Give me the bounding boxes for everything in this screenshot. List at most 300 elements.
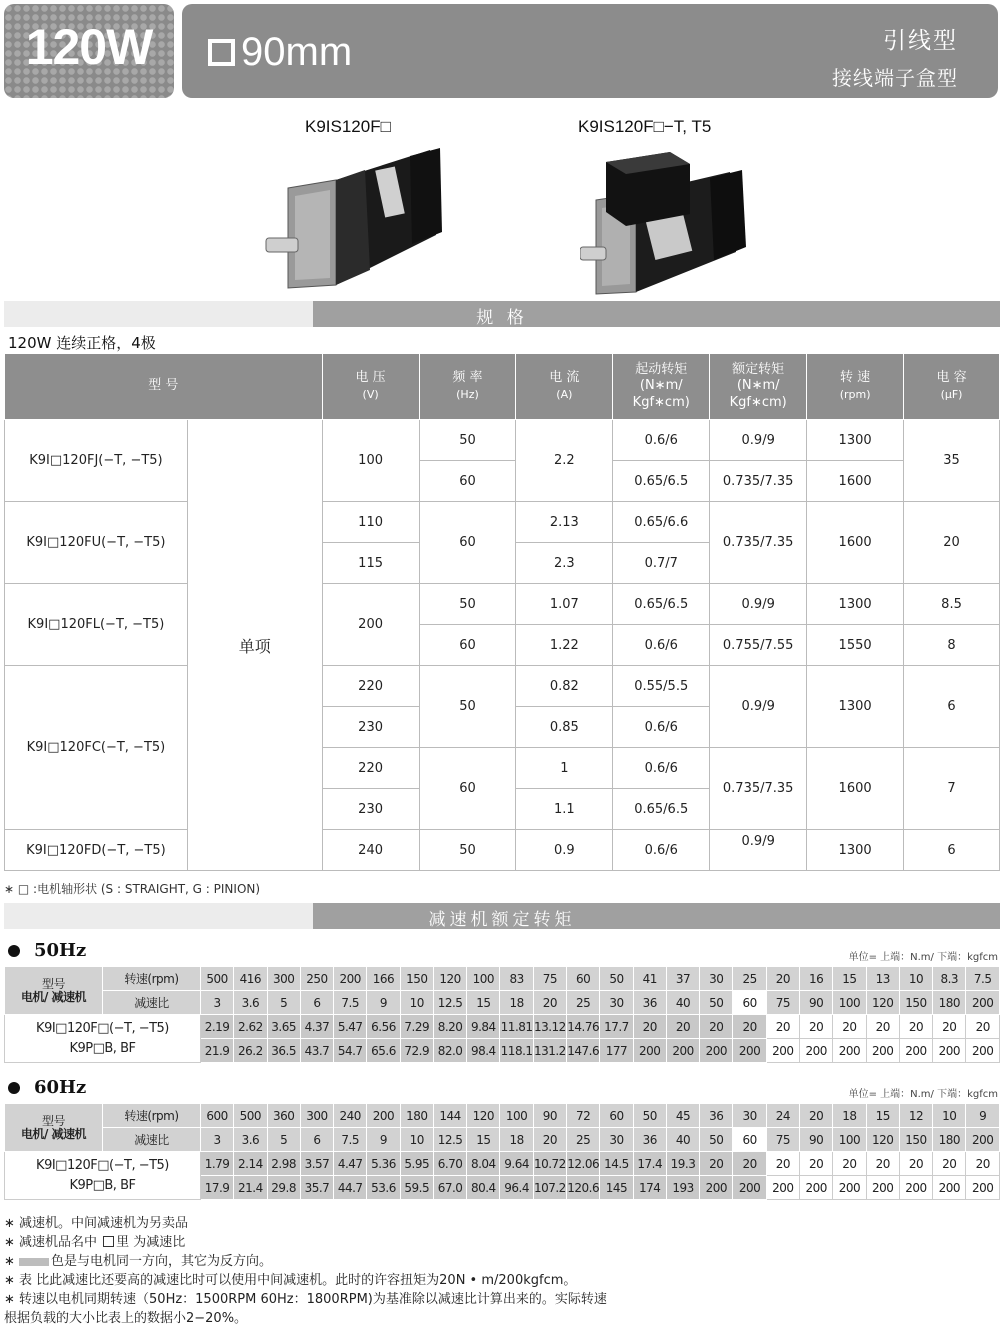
cell: 1600 — [807, 502, 904, 584]
spec-section-title: 规 格 — [476, 308, 528, 328]
cell: 6 — [904, 830, 1000, 871]
torque-cell: 20 — [733, 1152, 766, 1176]
speed-cell: 500 — [234, 1104, 267, 1128]
ratio-cell: 10 — [400, 991, 433, 1015]
torque-cell: 20 — [866, 1015, 899, 1039]
table-row — [5, 666, 1000, 707]
ratio-cell: 180 — [933, 1128, 966, 1152]
torque-cell: 20 — [766, 1152, 799, 1176]
torque-cell: 200 — [633, 1039, 666, 1063]
torque-cell: 7.29 — [400, 1015, 433, 1039]
torque-cell: 17.4 — [633, 1152, 666, 1176]
speed-cell: 8.3 — [933, 967, 966, 991]
torque-cell: 14.5 — [600, 1152, 633, 1176]
torque-cell: 20 — [966, 1015, 1000, 1039]
note-line: ∗ 色是与电机同一方向，其它为反方向。 — [4, 1254, 273, 1269]
torque-cell: 21.4 — [234, 1176, 267, 1200]
speed-cell: 37 — [666, 967, 699, 991]
torque-cell: 13.12 — [533, 1015, 566, 1039]
square-icon — [208, 39, 235, 66]
ratio-cell: 25 — [567, 991, 600, 1015]
speed-cell: 24 — [766, 1104, 799, 1128]
torque-cell: 118.1 — [500, 1039, 533, 1063]
cell: 0.6/6 — [613, 420, 710, 461]
ratio-cell: 50 — [700, 991, 733, 1015]
cell: 240 — [322, 830, 419, 871]
cell: 0.735/7.35 — [710, 748, 807, 830]
frame-size — [208, 30, 352, 75]
ratio-cell: 36 — [633, 1128, 666, 1152]
cell: 0.85 — [516, 707, 613, 748]
note-line: 根据负载的大小比表上的数据小2−20%。 — [4, 1311, 248, 1326]
torque-cell: 12.06 — [567, 1152, 600, 1176]
torque-cell: 80.4 — [467, 1176, 500, 1200]
torque-cell: 6.56 — [367, 1015, 400, 1039]
ratio-header: 减速比 — [102, 991, 200, 1015]
torque-cell: 8.04 — [467, 1152, 500, 1176]
cell: 0.55/5.5 — [613, 666, 710, 707]
model-cell: K9I□120FC(−T, −T5) — [5, 666, 188, 830]
cell: 8 — [904, 625, 1000, 666]
torque-cell: 19.3 — [666, 1152, 699, 1176]
torque-cell: 20 — [700, 1152, 733, 1176]
gear-table-60hz — [4, 1103, 1000, 1200]
speed-cell: 20 — [800, 1104, 833, 1128]
torque-cell: 20 — [899, 1015, 932, 1039]
power-label: 120W — [25, 19, 153, 75]
ratio-cell: 40 — [666, 1128, 699, 1152]
speed-cell: 120 — [433, 967, 466, 991]
model-cell: K9I□120FU(−T, −T5) — [5, 502, 188, 584]
ratio-row — [5, 1128, 1000, 1152]
cell: 2.3 — [516, 543, 613, 584]
speed-cell: 180 — [400, 1104, 433, 1128]
cell: 1300 — [807, 420, 904, 461]
speed-cell: 144 — [433, 1104, 466, 1128]
model-cell: K9I□120FJ(−T, −T5) — [5, 420, 188, 502]
ratio-cell: 9 — [367, 1128, 400, 1152]
torque-cell: 131.2 — [533, 1039, 566, 1063]
torque-cell: 36.5 — [267, 1039, 300, 1063]
speed-cell: 50 — [633, 1104, 666, 1128]
ratio-cell: 30 — [600, 991, 633, 1015]
speed-cell: 30 — [700, 967, 733, 991]
speed-cell: 15 — [866, 1104, 899, 1128]
hz50-label: 50Hz — [8, 940, 86, 961]
torque-cell: 200 — [766, 1039, 799, 1063]
cell: 0.6/6 — [613, 748, 710, 789]
table-row — [5, 830, 1000, 871]
gear-section-title: 减速机额定转矩 — [428, 910, 576, 930]
header-bar — [182, 4, 998, 98]
ratio-cell: 150 — [899, 991, 932, 1015]
torque-cell: 82.0 — [433, 1039, 466, 1063]
ratio-cell: 15 — [467, 991, 500, 1015]
torque-cell: 5.47 — [334, 1015, 367, 1039]
cell: 8.5 — [904, 584, 1000, 625]
cell: 1 — [516, 748, 613, 789]
note-line: ∗ 表 比此减速比还要高的减速比时可以使用中间减速机。此时的许容扭矩为20N • m/200kgfcm。 — [4, 1273, 577, 1288]
ratio-cell: 36 — [633, 991, 666, 1015]
speed-cell: 10 — [933, 1104, 966, 1128]
cell: 20 — [904, 502, 1000, 584]
speed-cell: 300 — [267, 967, 300, 991]
speed-cell: 25 — [733, 967, 766, 991]
torque-cell: 2.19 — [200, 1015, 233, 1039]
speed-cell: 90 — [533, 1104, 566, 1128]
torque-cell: 4.37 — [300, 1015, 333, 1039]
cell: 50 — [419, 584, 516, 625]
speed-cell: 75 — [533, 967, 566, 991]
cell: 0.6/6 — [613, 625, 710, 666]
gear-model-cell: K9I□120F□(−T, −T5) K9P□B, BF — [5, 1015, 201, 1063]
speed-cell: 416 — [234, 967, 267, 991]
torque-cell: 59.5 — [400, 1176, 433, 1200]
unit-text-50: 单位= 上端：N.m/ 下端：kgfcm — [848, 952, 998, 963]
speed-cell: 15 — [833, 967, 866, 991]
ratio-cell: 200 — [966, 1128, 1000, 1152]
torque-cell: 20 — [933, 1152, 966, 1176]
footnotes — [4, 1214, 607, 1328]
cell: 200 — [322, 584, 419, 666]
type-lead-label: 引线型 — [883, 28, 958, 54]
torque-cell: 20 — [633, 1015, 666, 1039]
speed-cell: 30 — [733, 1104, 766, 1128]
model-cell: K9I□120FL(−T, −T5) — [5, 584, 188, 666]
torque-cell: 98.4 — [467, 1039, 500, 1063]
cell: 220 — [322, 666, 419, 707]
hdr-cap: 电 容 (μF) — [904, 354, 1000, 420]
shade-legend-icon — [19, 1258, 49, 1266]
speed-cell: 7.5 — [966, 967, 1000, 991]
torque-cell: 200 — [833, 1176, 866, 1200]
torque-cell: 20 — [733, 1015, 766, 1039]
cell: 1.07 — [516, 584, 613, 625]
torque-cell: 3.65 — [267, 1015, 300, 1039]
torque-cell: 9.64 — [500, 1152, 533, 1176]
speed-row — [5, 1104, 1000, 1128]
cell: 100 — [322, 420, 419, 502]
torque-cell: 200 — [833, 1039, 866, 1063]
torque-cell: 14.76 — [567, 1015, 600, 1039]
gear-section-bar — [4, 903, 1000, 929]
torque-cell: 200 — [800, 1176, 833, 1200]
cell: 110 — [322, 502, 419, 543]
torque-cell: 20 — [933, 1015, 966, 1039]
torque-cell: 6.70 — [433, 1152, 466, 1176]
torque-cell: 8.20 — [433, 1015, 466, 1039]
cell: 1300 — [807, 830, 904, 871]
torque-upper-row — [5, 1015, 1000, 1039]
speed-cell: 16 — [800, 967, 833, 991]
ratio-cell: 3 — [200, 991, 233, 1015]
torque-cell: 29.8 — [267, 1176, 300, 1200]
ratio-cell: 12.5 — [433, 1128, 466, 1152]
cell: 50 — [419, 420, 516, 461]
cell: 0.9/9 — [710, 584, 807, 625]
speed-cell: 200 — [334, 967, 367, 991]
torque-cell: 200 — [733, 1039, 766, 1063]
type-terminal-label: 接线端子盒型 — [832, 66, 958, 90]
cell: 7 — [904, 748, 1000, 830]
torque-cell: 43.7 — [300, 1039, 333, 1063]
ratio-cell: 20 — [533, 1128, 566, 1152]
speed-cell: 240 — [334, 1104, 367, 1128]
torque-cell: 200 — [899, 1176, 932, 1200]
torque-cell: 200 — [800, 1039, 833, 1063]
torque-cell: 107.2 — [533, 1176, 566, 1200]
cell: 60 — [419, 748, 516, 830]
torque-cell: 3.57 — [300, 1152, 333, 1176]
speed-cell: 120 — [467, 1104, 500, 1128]
torque-cell: 53.6 — [367, 1176, 400, 1200]
hz60-label: 60Hz — [8, 1077, 86, 1098]
speed-cell: 50 — [600, 967, 633, 991]
torque-cell: 11.81 — [500, 1015, 533, 1039]
torque-cell: 200 — [866, 1176, 899, 1200]
torque-cell: 200 — [966, 1176, 1000, 1200]
ratio-cell: 200 — [966, 991, 1000, 1015]
speed-cell: 72 — [567, 1104, 600, 1128]
cell: 60 — [419, 502, 516, 584]
torque-cell: 200 — [933, 1176, 966, 1200]
cell: 2.2 — [516, 420, 613, 502]
torque-cell: 200 — [733, 1176, 766, 1200]
torque-cell: 21.9 — [200, 1039, 233, 1063]
cell: 2.13 — [516, 502, 613, 543]
cell: 0.9 — [516, 830, 613, 871]
hdr-voltage: 电 压 (V) — [322, 354, 419, 420]
hdr-freq: 频 率 (Hz) — [419, 354, 516, 420]
torque-cell: 20 — [899, 1152, 932, 1176]
cell: 0.65/6.6 — [613, 502, 710, 543]
torque-cell: 20 — [800, 1015, 833, 1039]
speed-cell: 45 — [666, 1104, 699, 1128]
ratio-cell: 60 — [733, 991, 766, 1015]
torque-cell: 2.98 — [267, 1152, 300, 1176]
unit-text-60: 单位= 上端：N.m/ 下端：kgfcm — [848, 1089, 998, 1100]
ratio-cell: 40 — [666, 991, 699, 1015]
speed-cell: 60 — [600, 1104, 633, 1128]
torque-cell: 17.9 — [200, 1176, 233, 1200]
torque-cell: 200 — [933, 1039, 966, 1063]
torque-cell: 200 — [866, 1039, 899, 1063]
spec-header-row — [5, 354, 1000, 420]
ratio-cell: 90 — [800, 991, 833, 1015]
speed-cell: 9 — [966, 1104, 1000, 1128]
hdr-model: 型 号 — [5, 354, 323, 420]
model-cell: K9I□120FD(−T, −T5) — [5, 830, 188, 871]
ratio-cell: 100 — [833, 1128, 866, 1152]
bullet-icon — [8, 945, 20, 957]
motor-image-terminal — [580, 142, 755, 302]
table-row — [5, 584, 1000, 625]
ratio-cell: 18 — [500, 1128, 533, 1152]
speed-cell: 200 — [367, 1104, 400, 1128]
cell: 1300 — [807, 584, 904, 625]
cell: 0.9/9 — [710, 666, 807, 748]
cell: 1600 — [807, 461, 904, 502]
cell: 115 — [322, 543, 419, 584]
torque-cell: 20 — [866, 1152, 899, 1176]
torque-cell: 5.36 — [367, 1152, 400, 1176]
cell: 35 — [904, 420, 1000, 502]
ratio-cell: 50 — [700, 1128, 733, 1152]
torque-cell: 20 — [700, 1015, 733, 1039]
ratio-cell: 12.5 — [433, 991, 466, 1015]
cell: 0.65/6.5 — [613, 461, 710, 502]
hdr-start-torque: 起动转矩 (N∗m/ Kgf∗cm) — [613, 354, 710, 420]
ratio-cell: 7.5 — [334, 1128, 367, 1152]
cell: 1.22 — [516, 625, 613, 666]
torque-cell: 72.9 — [400, 1039, 433, 1063]
power-badge — [4, 4, 174, 98]
cell: 0.6/6 — [613, 707, 710, 748]
ratio-cell: 60 — [733, 1128, 766, 1152]
note-line: ∗ 减速机品名中 里 为减速比 — [4, 1235, 186, 1250]
ratio-cell: 75 — [766, 1128, 799, 1152]
speed-header: 转速(rpm) — [102, 1104, 200, 1128]
torque-cell: 1.79 — [200, 1152, 233, 1176]
hdr-current: 电 流 (A) — [516, 354, 613, 420]
torque-cell: 120.6 — [567, 1176, 600, 1200]
cell: 230 — [322, 707, 419, 748]
torque-cell: 20 — [666, 1015, 699, 1039]
speed-cell: 13 — [866, 967, 899, 991]
cell: 220 — [322, 748, 419, 789]
torque-upper-row — [5, 1152, 1000, 1176]
hdr-speed: 转 速 (rpm) — [807, 354, 904, 420]
speed-row — [5, 967, 1000, 991]
torque-cell: 20 — [800, 1152, 833, 1176]
cell: 0.735/7.35 — [710, 461, 807, 502]
ratio-cell: 10 — [400, 1128, 433, 1152]
torque-cell: 10.72 — [533, 1152, 566, 1176]
table-row — [5, 502, 1000, 543]
ratio-cell: 15 — [467, 1128, 500, 1152]
speed-header: 转速(rpm) — [102, 967, 200, 991]
cell: 50 — [419, 830, 516, 871]
cell: 0.7/7 — [613, 543, 710, 584]
cell: 0.65/6.5 — [613, 584, 710, 625]
ratio-cell: 7.5 — [334, 991, 367, 1015]
hdr-rated-torque: 额定转矩 (N∗m/ Kgf∗cm) — [710, 354, 807, 420]
torque-cell: 17.7 — [600, 1015, 633, 1039]
phase-cell: 单项 — [187, 420, 322, 871]
cell: 1550 — [807, 625, 904, 666]
speed-cell: 166 — [367, 967, 400, 991]
torque-cell: 26.2 — [234, 1039, 267, 1063]
torque-cell: 200 — [966, 1039, 1000, 1063]
cell: 0.9/9 — [710, 420, 807, 461]
speed-cell: 500 — [200, 967, 233, 991]
torque-cell: 20 — [833, 1015, 866, 1039]
torque-cell: 54.7 — [334, 1039, 367, 1063]
torque-cell: 35.7 — [300, 1176, 333, 1200]
speed-cell: 300 — [300, 1104, 333, 1128]
motor-gear-header: 型号 电机/ 减速机 — [5, 1104, 103, 1152]
cell: 230 — [322, 789, 419, 830]
speed-cell: 100 — [467, 967, 500, 991]
product-label-lead: K9IS120F□ — [305, 117, 391, 136]
torque-cell: 174 — [633, 1176, 666, 1200]
note-line: ∗ 转速以电机同期转速（50Hz：1500RPM 60Hz：1800RPM)为基准除以减速比计算出来的。实际转速 — [4, 1292, 607, 1307]
cell: 6 — [904, 666, 1000, 748]
cell: 0.65/6.5 — [613, 789, 710, 830]
ratio-cell: 3.6 — [234, 1128, 267, 1152]
torque-cell: 2.14 — [234, 1152, 267, 1176]
torque-cell: 44.7 — [334, 1176, 367, 1200]
cell: 1.1 — [516, 789, 613, 830]
speed-cell: 360 — [267, 1104, 300, 1128]
bullet-icon — [8, 1082, 20, 1094]
torque-cell: 200 — [899, 1039, 932, 1063]
ratio-header: 减速比 — [102, 1128, 200, 1152]
motor-gear-header: 型号 电机/ 减速机 — [5, 967, 103, 1015]
cell: 0.755/7.55 — [710, 625, 807, 666]
ratio-cell: 150 — [899, 1128, 932, 1152]
ratio-cell: 75 — [766, 991, 799, 1015]
speed-cell: 10 — [899, 967, 932, 991]
torque-cell: 20 — [833, 1152, 866, 1176]
speed-cell: 41 — [633, 967, 666, 991]
gear-table-50hz — [4, 966, 1000, 1063]
torque-cell: 147.6 — [567, 1039, 600, 1063]
speed-cell: 12 — [899, 1104, 932, 1128]
torque-cell: 200 — [766, 1176, 799, 1200]
table-row — [5, 420, 1000, 461]
cell: 1300 — [807, 666, 904, 748]
torque-cell: 200 — [666, 1039, 699, 1063]
ratio-cell: 120 — [866, 1128, 899, 1152]
torque-cell: 177 — [600, 1039, 633, 1063]
cell: 50 — [419, 666, 516, 748]
cell: 0.735/7.35 — [710, 502, 807, 584]
torque-cell: 9.84 — [467, 1015, 500, 1039]
speed-cell: 600 — [200, 1104, 233, 1128]
ratio-cell: 9 — [367, 991, 400, 1015]
ratio-cell: 90 — [800, 1128, 833, 1152]
ratio-cell: 120 — [866, 991, 899, 1015]
speed-cell: 100 — [500, 1104, 533, 1128]
ratio-cell: 180 — [933, 991, 966, 1015]
torque-cell: 5.95 — [400, 1152, 433, 1176]
speed-cell: 20 — [766, 967, 799, 991]
torque-cell: 2.62 — [234, 1015, 267, 1039]
ratio-cell: 5 — [267, 991, 300, 1015]
cell: 0.82 — [516, 666, 613, 707]
torque-cell: 65.6 — [367, 1039, 400, 1063]
ratio-cell: 25 — [567, 1128, 600, 1152]
spec-condition: 120W 连续正格，4极 — [8, 334, 156, 352]
cell: 60 — [419, 461, 516, 502]
torque-cell: 67.0 — [433, 1176, 466, 1200]
product-label-terminal: K9IS120F□−T, T5 — [578, 117, 712, 136]
torque-cell: 200 — [700, 1039, 733, 1063]
square-icon — [103, 1236, 114, 1247]
speed-cell: 150 — [400, 967, 433, 991]
speed-cell: 36 — [700, 1104, 733, 1128]
speed-cell: 83 — [500, 967, 533, 991]
cell: 0.9/9 — [710, 830, 807, 871]
speed-cell: 250 — [300, 967, 333, 991]
spec-table — [4, 353, 1000, 871]
ratio-cell: 100 — [833, 991, 866, 1015]
torque-cell: 96.4 — [500, 1176, 533, 1200]
motor-image-lead — [260, 140, 450, 300]
ratio-cell: 3 — [200, 1128, 233, 1152]
speed-cell: 18 — [833, 1104, 866, 1128]
